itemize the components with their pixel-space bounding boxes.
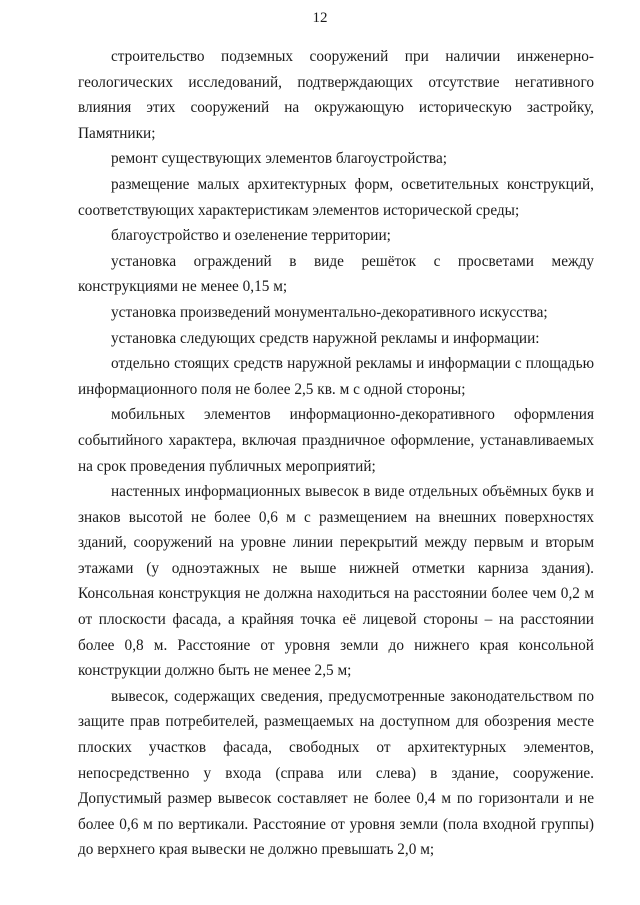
- page-number: 12: [312, 10, 328, 26]
- paragraph-outdoor-advertising-intro: установка следующих средств наружной рекламы и информации:: [111, 329, 540, 347]
- paragraph-wall-signs: настенных информационных вывесок в виде отдельных объёмных букв и знаков высотой не более 0,6 м с размещением на внешних поверхностях зданий, сооружений на уровне линии перекрытий между первым и вторым этажами (у одноэтажных не выше нижней отметки карниза здания). Консольная конструкция не должна находиться на расстоянии более чем 0,2 м от плоскости фасада, а крайняя точка её лицевой стороны – на расстоянии более 0,8 м. Расстояние от уровня земли до нижнего края консольной конструкции должно быть не менее 2,5 м;: [78, 483, 594, 680]
- paragraph-monumental-art: установка произведений монументально-декоративного искусства;: [111, 303, 548, 321]
- paragraph-fences: установка ограждений в виде решёток с просветами между конструкциями не менее 0,15 м;: [78, 252, 594, 296]
- paragraph-small-architectural-forms: размещение малых архитектурных форм, осветительных конструкций, соответствующих характеристикам элементов исторической среды;: [78, 175, 594, 219]
- paragraph-landscaping: благоустройство и озеленение территории;: [111, 227, 391, 245]
- paragraph-repair-improvement: ремонт существующих элементов благоустройства;: [111, 150, 447, 168]
- paragraph-consumer-info-signs: вывесок, содержащих сведения, предусмотренные законодательством по защите прав потребителей, размещаемых на доступном для обозрения месте плоских участков фасада, свободных от архитектурных элементов, непосредственно у входа (справа или слева) в здание, сооружение. Допустимый размер вывесок составляет не более 0,4 м по горизонтали и не более 0,6 м по вертикали. Расстояние от уровня земли (пола входной группы) до верхнего края вывески не должно превышать 2,0 м;: [78, 687, 594, 859]
- paragraph-freestanding-advertising: отдельно стоящих средств наружной рекламы и информации с площадью информационного поля не более 2,5 кв. м с одной стороны;: [78, 355, 594, 398]
- paragraph-mobile-decorative-elements: мобильных элементов информационно-декоративного оформления событийного характера, включая праздничное оформление, устанавливаемых на срок проведения публичных мероприятий;: [78, 406, 594, 475]
- document-body: [78, 44, 594, 863]
- paragraph-underground-construction: строительство подземных сооружений при наличии инженерно-геологических исследований, подтверждающих отсутствие негативного влияния этих сооружений на окружающую историческую застройку, Памятники;: [78, 48, 594, 142]
